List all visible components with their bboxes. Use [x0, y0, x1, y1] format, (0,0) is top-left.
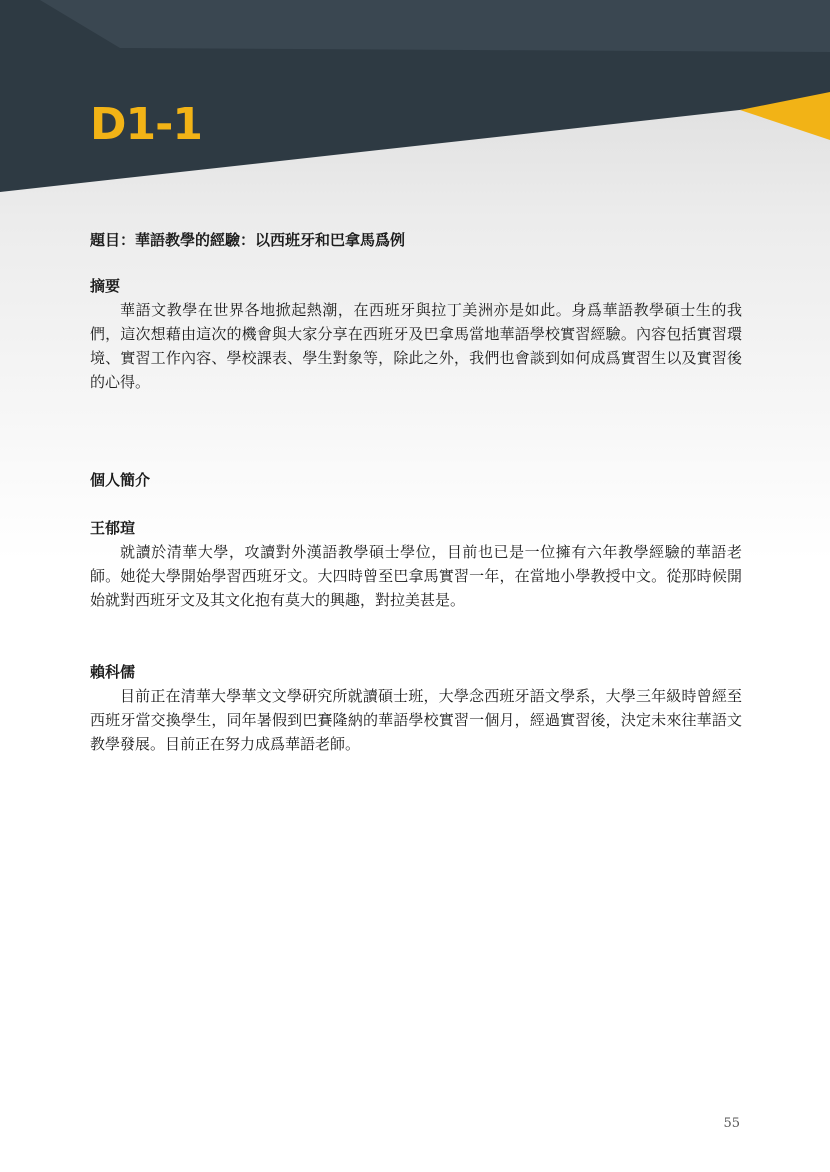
abstract-text: 華語文教學在世界各地掀起熱潮，在西班牙與拉丁美洲亦是如此。身爲華語教學碩士生的我們，這次想藉由這次的機會與大家分享在西班牙及巴拿馬當地華語學校實習經驗。內容包括實習環境、實習工作內容、學校課表、學生對象等，除此之外，我們也會談到如何成爲實習生以及實習後的心得。 — [90, 301, 742, 391]
page-number: 55 — [723, 1116, 740, 1131]
document-body — [90, 228, 742, 756]
paper-title: 題目：華語教學的經驗：以西班牙和巴拿馬爲例 — [90, 231, 406, 249]
person-bio: 目前正在清華大學華文文學研究所就讀碩士班，大學念西班牙語文學系，大學三年級時曾經至西班牙當交換學生，同年暑假到巴賽隆納的華語學校實習一個月，經過實習後，決定未來往華語文教學發展。目前正在努力成爲華語老師。 — [90, 687, 742, 753]
document-code: D1-1 — [90, 99, 203, 150]
profiles-heading: 個人簡介 — [90, 471, 151, 489]
person-name: 賴科儒 — [90, 663, 136, 681]
abstract-heading: 摘要 — [90, 277, 121, 295]
person-bio: 就讀於清華大學，攻讀對外漢語教學碩士學位，目前也已是一位擁有六年教學經驗的華語老師。她從大學開始學習西班牙文。大四時曾至巴拿馬實習一年，在當地小學教授中文。從那時候開始就對西班牙文及其文化抱有莫大的興趣，對拉美甚是。 — [90, 543, 742, 609]
person-name: 王郁瑄 — [90, 519, 136, 537]
header-light-stripe — [0, 0, 830, 52]
